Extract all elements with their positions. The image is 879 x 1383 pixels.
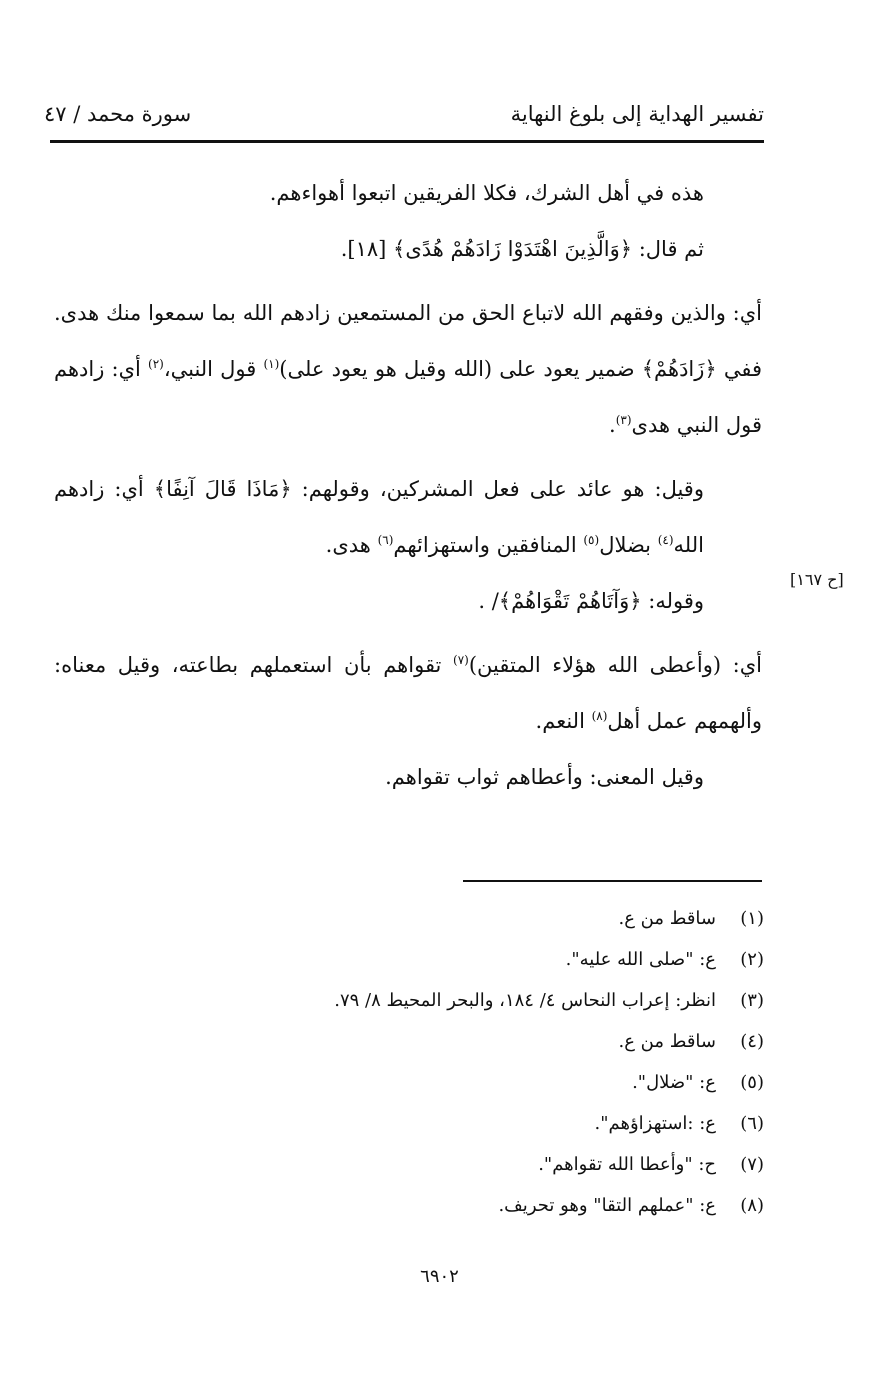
text-run: المنافقين واستهزائهم (393, 533, 584, 557)
paragraph: هذه في أهل الشرك، فكلا الفريقين اتبعوا أهواءهم. (269, 181, 704, 205)
header-rule (50, 140, 764, 143)
quran-phrase: ﴿مَاذَا قَالَ آنِفًا﴾ (153, 477, 292, 501)
footnote-item (244, 904, 764, 945)
footnote-number: (٦) (740, 1113, 764, 1134)
footnote-item (244, 1027, 764, 1068)
footnote-item (244, 1109, 764, 1150)
footnote-item (244, 1150, 764, 1191)
text-run: وقيل: هو عائد على فعل المشركين، وقولهم: (291, 477, 704, 501)
text-run: ضمير يعود على (الله وقيل هو يعود على) (279, 357, 642, 381)
footnote-ref[interactable]: (٨) (591, 709, 608, 723)
paragraph (54, 221, 762, 277)
footnote-item (244, 1068, 764, 1109)
footnote-ref[interactable]: (٢) (148, 357, 164, 371)
paragraph (54, 637, 762, 749)
paragraph (54, 285, 762, 453)
footnote-ref[interactable]: (٤) (657, 533, 674, 547)
quran-verse: ﴿وَآتَاهُمْ تَقْوَاهُمْ﴾ (498, 589, 642, 613)
footnote-item (244, 945, 764, 986)
text-run: . (609, 413, 616, 437)
text-run: قول النبي، (163, 357, 264, 381)
paragraph: وقيل المعنى: وأعطاهم ثواب تقواهم. (385, 765, 704, 789)
footnote-ref[interactable]: (٧) (453, 653, 469, 667)
book-title: تفسير الهداية إلى بلوغ النهاية (510, 102, 764, 126)
footnote-item (244, 986, 764, 1027)
footnote-separator (463, 880, 762, 882)
surah-label: سورة محمد / ٤٧ (44, 102, 192, 126)
footnote-ref[interactable]: (٦) (377, 533, 394, 547)
footnote-number: (٢) (740, 949, 764, 970)
footnote-number: (٥) (740, 1072, 764, 1093)
footnote-text: انظر: إعراب النحاس ٤/ ١٨٤، والبحر المحيط ٨/ ٧٩. (334, 990, 716, 1011)
footnote-ref[interactable]: (٥) (583, 533, 600, 547)
text-run: بضلال (599, 533, 658, 557)
quran-verse: ﴿وَالَّذِينَ اهْتَدَوْا زَادَهُمْ هُدًى﴾ (393, 237, 633, 261)
text-run: أي: زادهم قول النبي هدى (54, 357, 762, 437)
footnote-number: (٣) (740, 990, 764, 1011)
footnote-ref[interactable]: (٣) (615, 413, 632, 427)
text-run: أي: زادهم الله (54, 477, 704, 557)
footnote-number: (٧) (740, 1154, 764, 1175)
paragraph (54, 461, 762, 573)
footnotes (244, 904, 764, 1232)
text-run: وقوله: (641, 589, 704, 613)
text-run: أي: والذين وفقهم الله لاتباع الحق من المستمعين زادهم الله بما سمعوا منك هدى. ففي (54, 301, 763, 381)
footnote-text: ساقط من ع. (618, 908, 716, 929)
text-run: / . (478, 589, 499, 613)
paragraph (54, 573, 762, 629)
footnote-ref[interactable]: (١) (263, 357, 280, 371)
footnote-text: ع: "ضلال". (632, 1072, 716, 1093)
text-run: هدى. (325, 533, 378, 557)
verse-reference: [١٨]. (340, 237, 394, 261)
text-run: أي: (وأعطى الله هؤلاء المتقين) (468, 653, 762, 677)
marginal-manuscript-note: [ح ١٦٧] (790, 570, 844, 589)
footnote-item (244, 1191, 764, 1232)
footnote-number: (٨) (740, 1195, 764, 1216)
footnote-text: ع: "عملهم التقا" وهو تحريف. (498, 1195, 716, 1216)
footnote-text: ساقط من ع. (618, 1031, 716, 1052)
text-run: ثم قال: (632, 237, 704, 261)
footnote-number: (١) (740, 908, 764, 929)
page-number: ٦٩٠٢ (420, 1266, 459, 1287)
footnote-number: (٤) (740, 1031, 764, 1052)
quran-word: ﴿زَادَهُمْ﴾ (641, 357, 717, 381)
footnote-text: ح: "وأعطا الله تقواهم". (538, 1154, 716, 1175)
running-header (44, 98, 764, 138)
text-run: تقواهم بأن استعملهم بطاعته، وقيل معناه: وألهمهم عمل أهل (54, 653, 762, 733)
footnote-text: ع: "صلى الله عليه". (565, 949, 716, 970)
text-run: النعم. (535, 709, 592, 733)
footnote-text: ع: :استهزاؤهم". (594, 1113, 716, 1134)
main-text (54, 165, 762, 805)
